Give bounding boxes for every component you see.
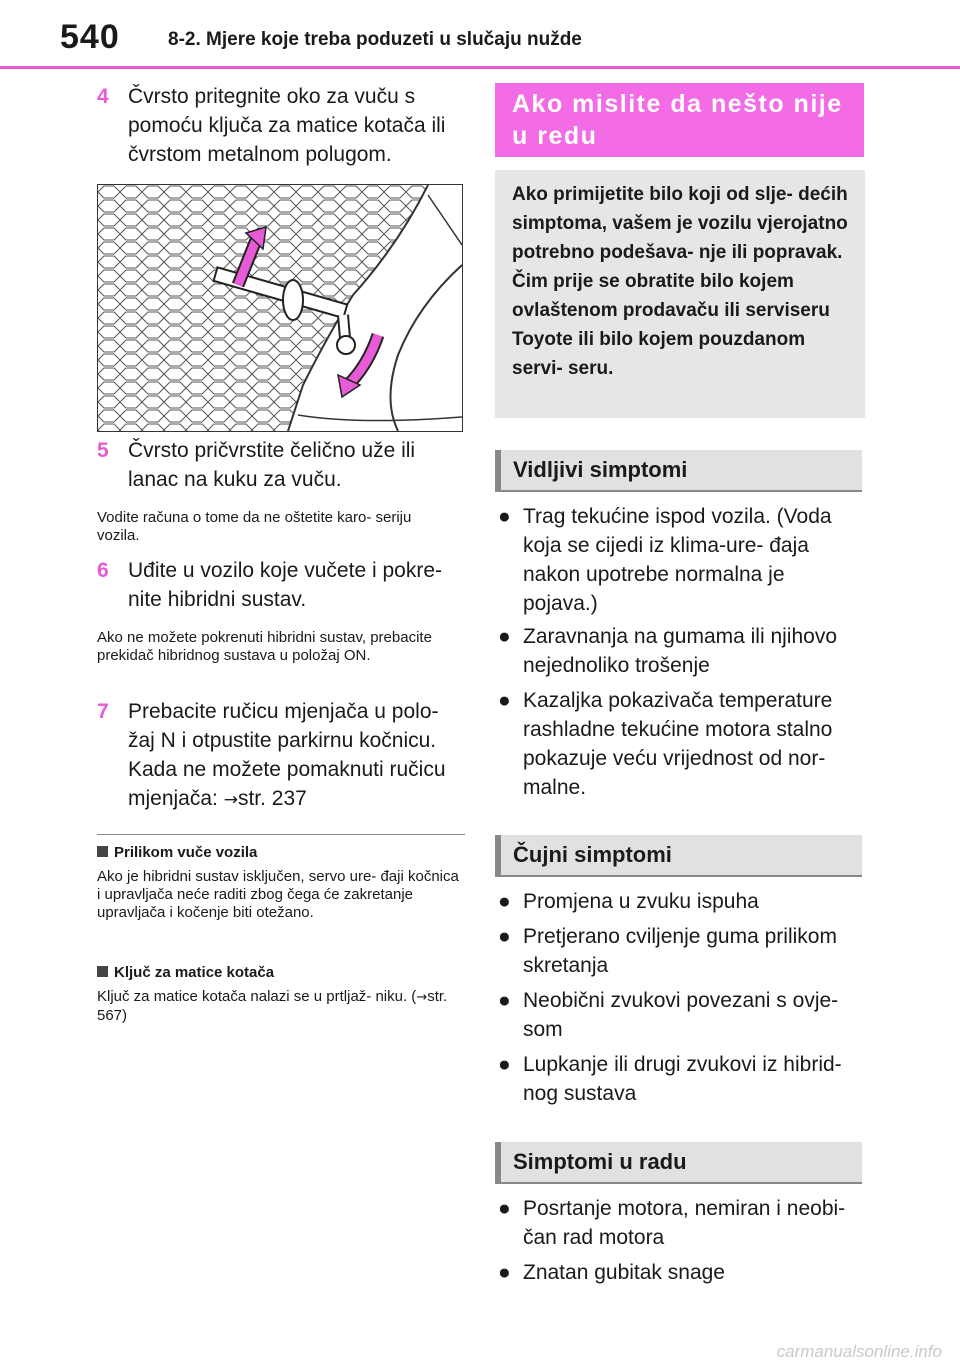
note-bodywork: Vodite računa o tome da ne oštetite karo- seriju vozila. xyxy=(97,509,412,544)
bullet-icon: ● xyxy=(498,1053,511,1076)
bullet-icon: ● xyxy=(498,505,511,528)
list-item-text: Posrtanje motora, nemiran i neobi- čan rad motora xyxy=(523,1197,846,1249)
grille-wrench-drawing xyxy=(98,185,462,431)
towing-eyelet-illustration xyxy=(97,184,463,432)
subsection-title: Prilikom vuče vozila xyxy=(114,844,258,861)
band-title: Vidljivi simptomi xyxy=(513,457,688,482)
band-title: Simptomi u radu xyxy=(513,1149,687,1174)
subsection-text: Ključ za matice kotača nalazi se u prtljaž- niku. ( xyxy=(97,988,417,1005)
list-item xyxy=(498,922,860,980)
step-text: Čvrsto pritegnite oko za vuču s pomoću ključa za matice kotača ili čvrstom metalnom polugom. xyxy=(128,85,446,166)
bullet-icon: ● xyxy=(498,1197,511,1220)
list-item xyxy=(498,1258,860,1287)
list-item xyxy=(498,887,860,916)
section-divider xyxy=(97,834,465,835)
visible-symptoms-heading xyxy=(495,450,862,492)
step-number: 7 xyxy=(97,700,109,723)
watermark: carmanualsonline.info xyxy=(776,1342,942,1361)
intro-text: Ako primijetite bilo koji od slje- dećih simptoma, vašem je vozilu vjerojatno potrebno podešava- nje ili popravak. Čim prije se obratite bilo kojem ovlaštenom prodavaču ili serviseru Toyote ili bilo kojem pouzdanom servi- seru. xyxy=(512,184,848,379)
reference-arrow-icon: → xyxy=(416,990,428,1005)
audible-symptoms-heading xyxy=(495,835,862,877)
list-item-text: Znatan gubitak snage xyxy=(523,1261,725,1284)
header-rule xyxy=(0,66,960,69)
bullet-icon: ● xyxy=(498,890,511,913)
list-item-text: Pretjerano cviljenje guma prilikom skretanja xyxy=(523,925,837,977)
bullet-icon: ● xyxy=(498,1261,511,1284)
page-reference-link[interactable]: str. 237 xyxy=(237,787,307,810)
list-item xyxy=(498,1050,860,1108)
list-item-text: Kazaljka pokazivača temperature rashladne tekućine motora stalno pokazuje veću vrijednost od nor- malne. xyxy=(523,689,833,799)
list-item xyxy=(498,686,860,802)
main-heading: Ako mislite da nešto nije u redu xyxy=(512,90,843,150)
step-7 xyxy=(97,697,467,815)
subsection-towing xyxy=(97,844,467,922)
step-number: 6 xyxy=(97,559,109,582)
subsection-text: Ako je hibridni sustav isključen, servo ure- đaji kočnica i upravljača neće raditi zbog čega će zakretanje upravljača i kočenje biti otežano. xyxy=(97,868,459,921)
subsection-wheel-wrench xyxy=(97,964,467,1025)
square-bullet-icon xyxy=(97,966,108,977)
list-item-text: Promjena u zvuku ispuha xyxy=(523,890,759,913)
subsection-title: Ključ za matice kotača xyxy=(114,964,275,981)
reference-arrow-icon: → xyxy=(223,790,238,810)
bullet-icon: ● xyxy=(498,925,511,948)
step-4 xyxy=(97,82,467,169)
list-item-text: Neobični zvukovi povezani s ovje- som xyxy=(523,989,839,1041)
bullet-icon: ● xyxy=(498,989,511,1012)
step-text: Uđite u vozilo koje vučete i pokre- nite hibridni sustav. xyxy=(128,559,442,611)
band-title: Čujni simptomi xyxy=(513,842,672,867)
operational-symptoms-heading xyxy=(495,1142,862,1184)
list-item xyxy=(498,622,860,680)
note-hybrid-system: Ako ne možete pokrenuti hibridni sustav, prebacite prekidač hibridnog sustava u položaj ON. xyxy=(97,629,432,664)
step-number: 4 xyxy=(97,85,109,108)
step-5 xyxy=(97,436,467,494)
step-number: 5 xyxy=(97,439,109,462)
step-text: Čvrsto pričvrstite čelično uže ili lanac na kuku za vuču. xyxy=(128,439,416,491)
list-item xyxy=(498,1194,860,1252)
square-bullet-icon xyxy=(97,846,108,857)
page-number: 540 xyxy=(60,18,120,56)
step-6 xyxy=(97,556,467,614)
list-item xyxy=(498,502,860,618)
step-text: Prebacite ručicu mjenjača u polo- žaj N i otpustite parkirnu kočnicu. Kada ne možete pomaknuti ručicu mjenjača: xyxy=(128,700,446,810)
list-item-text: Lupkanje ili drugi zvukovi iz hibrid- nog sustava xyxy=(523,1053,842,1105)
bullet-icon: ● xyxy=(498,625,511,648)
bullet-icon: ● xyxy=(498,689,511,712)
page-reference-link[interactable]: str. 567) xyxy=(97,988,448,1024)
list-item-text: Trag tekućine ispod vozila. (Voda koja se cijedi iz klima-ure- đaja nakon upotrebe normalna je pojava.) xyxy=(523,505,832,615)
section-title: 8-2. Mjere koje treba poduzeti u slučaju nužde xyxy=(168,29,582,50)
list-item xyxy=(498,986,860,1044)
list-item-text: Zaravnanja na gumama ili njihovo nejednoliko trošenje xyxy=(523,625,838,677)
